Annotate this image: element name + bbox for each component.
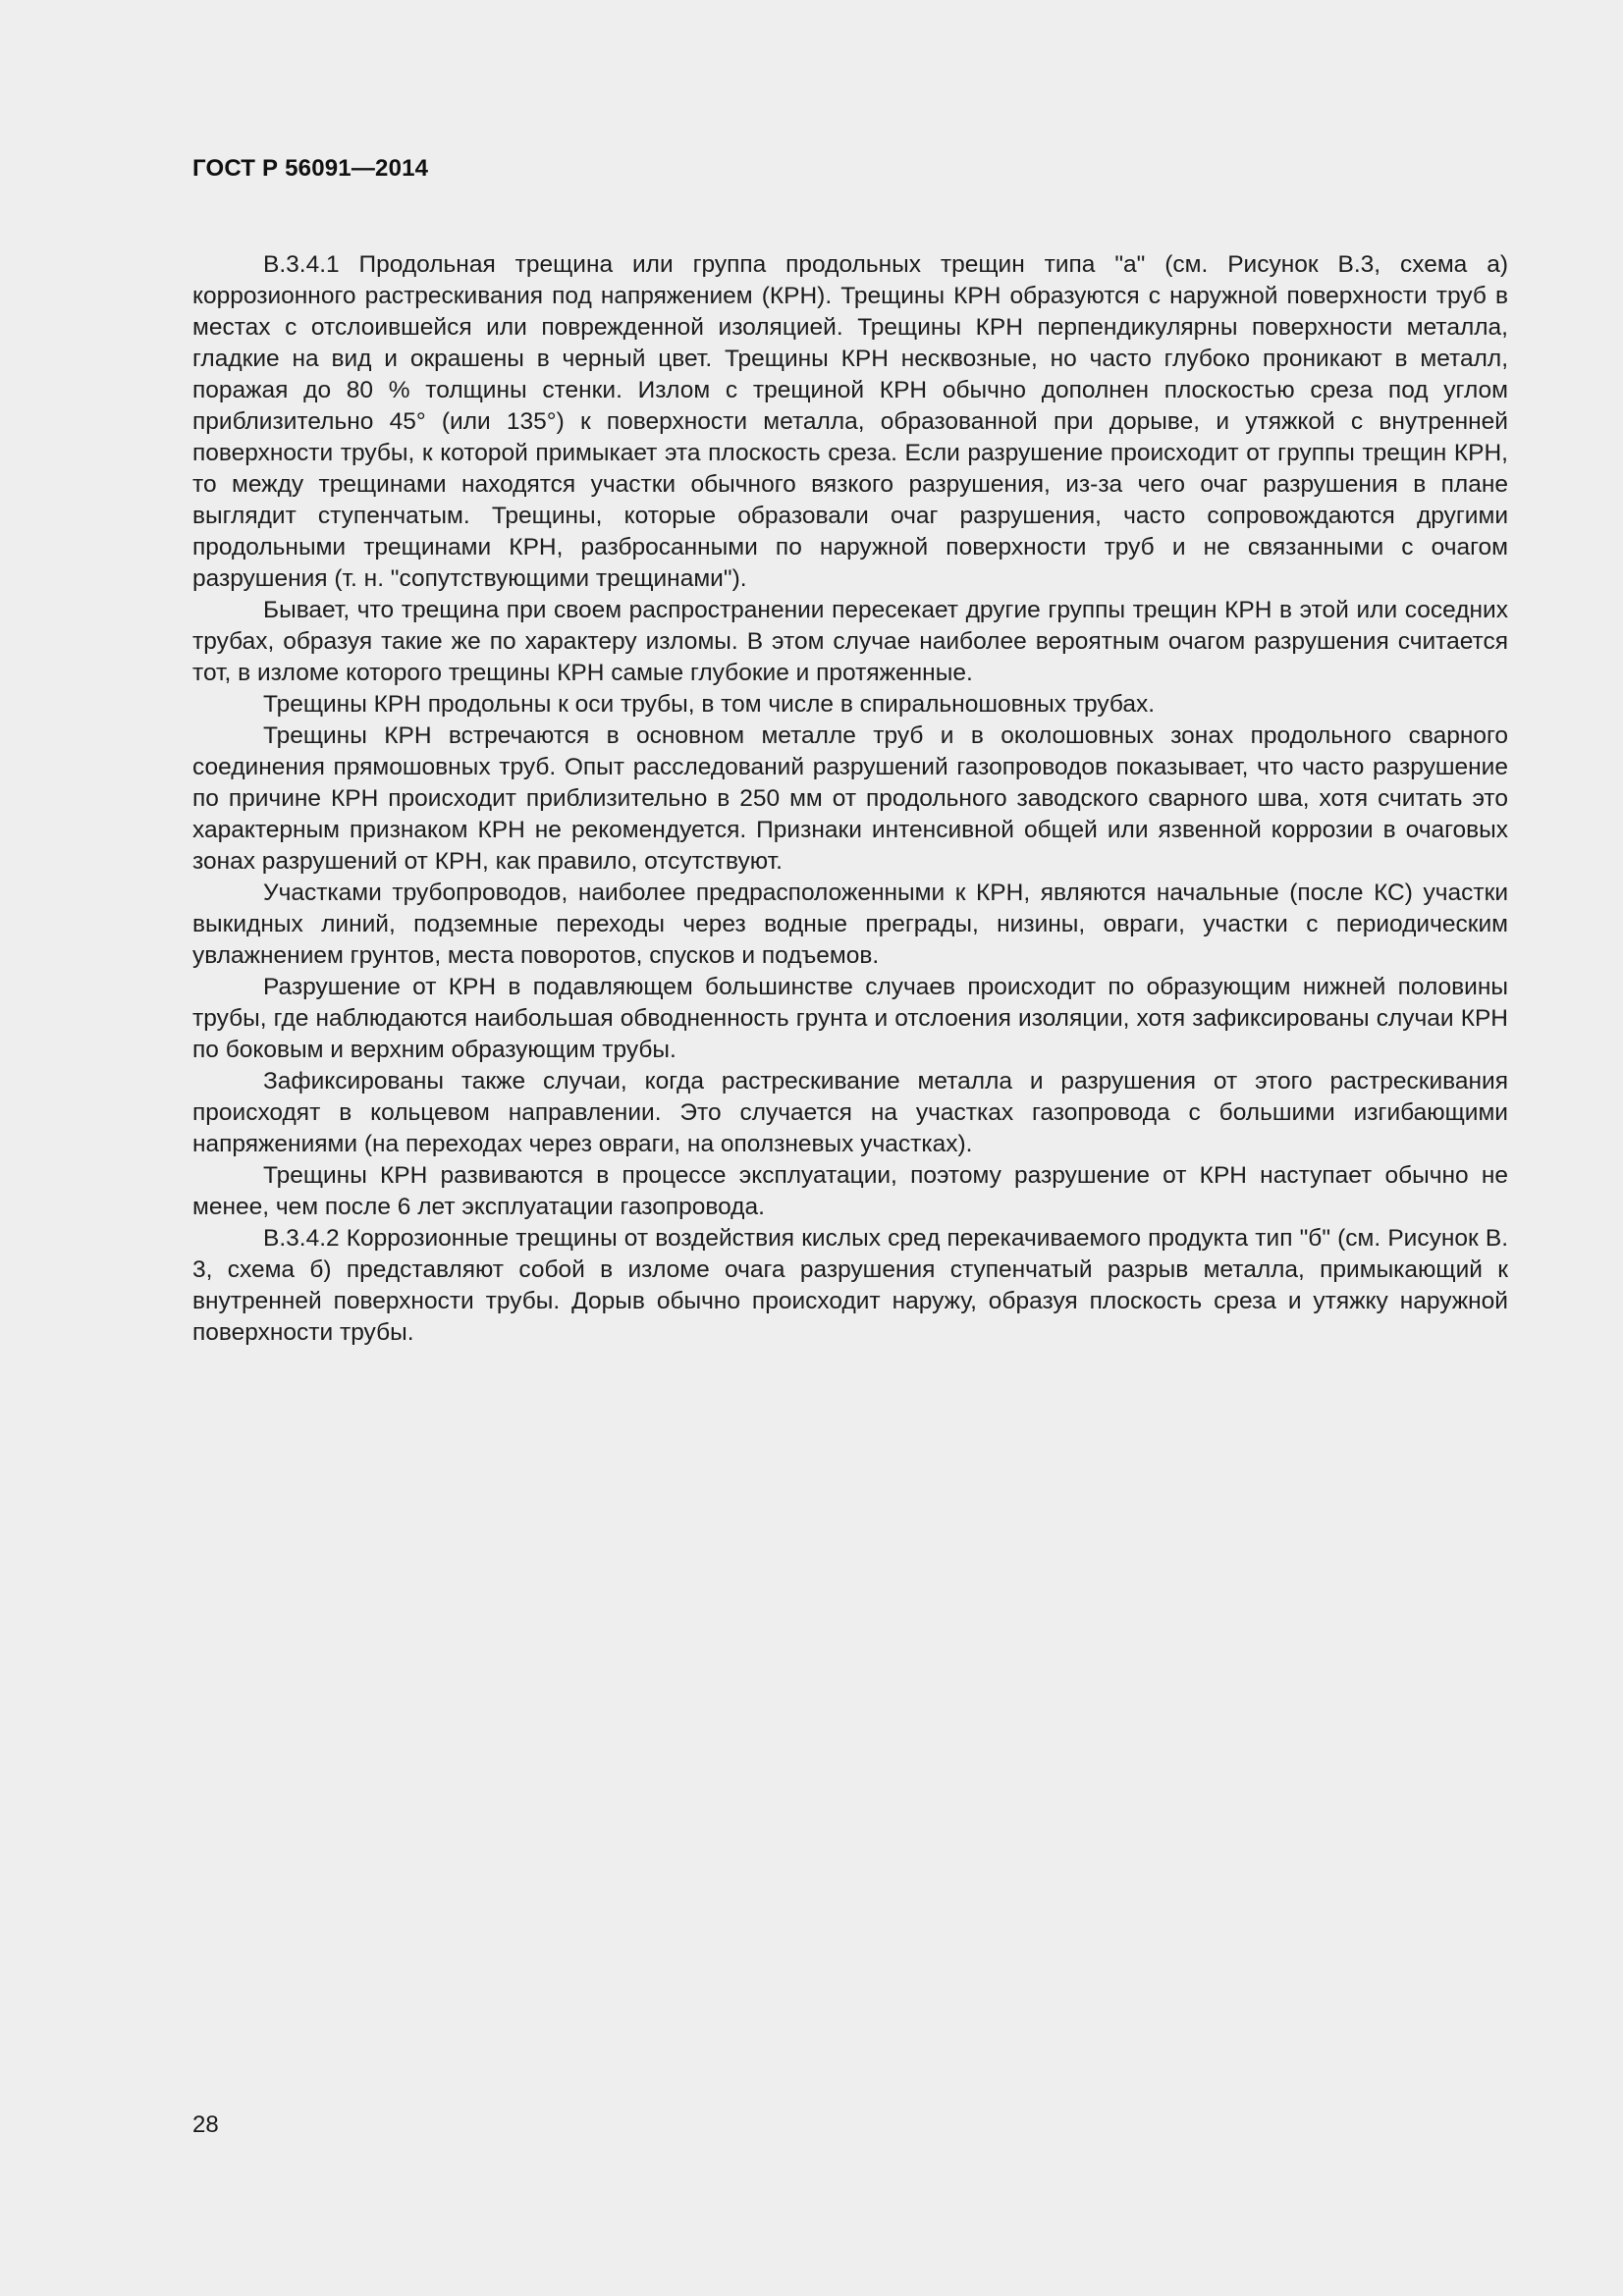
paragraph-crack-orientation: Трещины КРН продольны к оси трубы, в том числе в спиральношовных трубах. — [263, 691, 1156, 718]
paragraph-crack-crossing: Бывает, что трещина при своем распространении пересекает другие группы трещин КРН в этой или соседних трубах, образуя такие же по характеру изломы. В этом случае наиболее вероятным очагом разрушения считается тот, в изломе которого трещины КРН самые глубокие и протяженные. — [192, 597, 1508, 686]
paragraph-b342: В.3.4.2 Коррозионные трещины от воздействия кислых сред перекачиваемого продукта тип "б" (см. Рисунок В. 3, схема б) представляют собой в изломе очага разрушения ступенчатый разрыв металла, примыкающий к внутренней поверхности трубы. Дорыв обычно происходит наружу, образуя плоскость среза и утяжку наружной поверхности трубы. — [192, 1225, 1508, 1346]
paragraph-ring-cracking: Зафиксированы также случаи, когда растрескивание металла и разрушения от этого растрескивания происходят в кольцевом направлении. Это случается на участках газопровода с большими изгибающими напряжениями (на переходах через овраги, на оползневых участках). — [192, 1068, 1508, 1157]
paragraph-failure-position: Разрушение от КРН в подавляющем большинстве случаев происходит по образующим нижней половины трубы, где наблюдаются наибольшая обводненность грунта и отслоения изоляции, хотя зафиксированы случаи КРН по боковым и верхним образующим трубы. — [192, 974, 1508, 1063]
paragraph-pipeline-sections: Участками трубопроводов, наиболее предрасположенными к КРН, являются начальные (после КС) участки выкидных линий, подземные переходы через водные преграды, низины, овраги, участки с периодическим увлажнением грунтов, места поворотов, спусков и подъемов. — [192, 880, 1508, 969]
paragraph-b341: В.3.4.1 Продольная трещина или группа продольных трещин типа "а" (см. Рисунок В.3, схема а) коррозионного растрескивания под напряжением (КРН). Трещины КРН образуются с наружной поверхности труб в местах с отслоившейся или поврежденной изоляцией. Трещины КРН перпендикулярны поверхности металла, гладкие на вид и окрашены в черный цвет. Трещины КРН несквозные, но часто глубоко проникают в металл, поражая до 80 % толщины стенки. Излом с трещиной КРН обычно дополнен плоскостью среза под углом приблизительно 45° (или 135°) к поверхности металла, образованной при дорыве, и утяжкой с внутренней поверхности трубы, к которой примыкает эта плоскость среза. Если разрушение происходит от группы трещин КРН, то между трещинами находятся участки обычного вязкого разрушения, из-за чего очаг разрушения в плане выглядит ступенчатым. Трещины, которые образовали очаг разрушения, часто сопровождаются другими продольными трещинами КРН, разбросанными по наружной поверхности труб и не связанными с очагом разрушения (т. н. "сопутствующими трещинами"). — [192, 251, 1508, 592]
document-header: ГОСТ Р 56091—2014 — [192, 155, 429, 182]
paragraph-crack-development: Трещины КРН развиваются в процессе эксплуатации, поэтому разрушение от КРН наступает обычно не менее, чем после 6 лет эксплуатации газопровода. — [192, 1162, 1508, 1220]
page-number: 28 — [192, 2111, 219, 2138]
paragraph-crack-location: Трещины КРН встречаются в основном металле труб и в околошовных зонах продольного сварного соединения прямошовных труб. Опыт расследований разрушений газопроводов показывает, что часто разрушение по причине КРН происходит приблизительно в 250 мм от продольного заводского сварного шва, хотя считать это характерным признаком КРН не рекомендуется. Признаки интенсивной общей или язвенной коррозии в очаговых зонах разрушений от КРН, как правило, отсутствуют. — [192, 722, 1508, 875]
document-body — [192, 249, 1508, 1349]
